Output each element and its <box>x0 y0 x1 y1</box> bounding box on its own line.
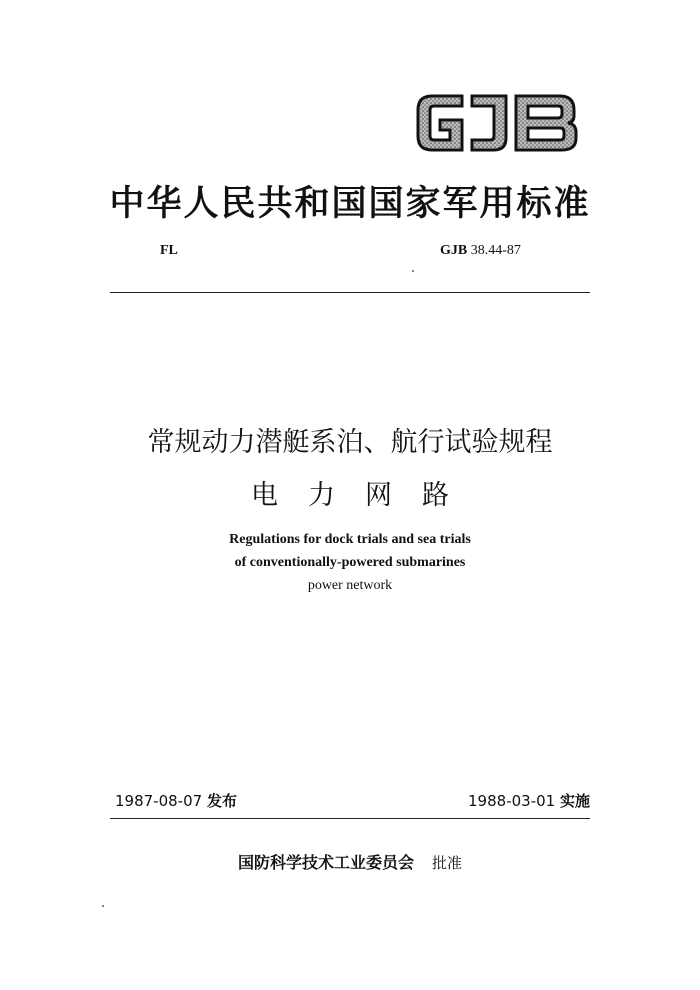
implementation-date-block <box>468 790 590 811</box>
implementation-date: 1988-03-01 <box>468 792 556 810</box>
implementation-label: 实施 <box>559 792 590 810</box>
approval-action: 批准 <box>432 854 463 872</box>
title-en-line-2: of conventionally-powered submarines <box>234 555 466 570</box>
title-en-line-1: Regulations for dock trials and sea trials <box>229 532 471 547</box>
classification-code: FL <box>160 243 178 258</box>
document-subtitle-zh: 电力网路 <box>251 480 479 511</box>
bottom-divider <box>110 818 590 819</box>
issue-date-block <box>115 790 237 811</box>
title-en-line-3: power network <box>307 578 393 593</box>
approving-authority: 国防科学技术工业委员会 <box>237 853 414 872</box>
document-title-zh: 常规动力潜艇系泊、航行试验规程 <box>147 427 553 458</box>
approval-line <box>100 850 600 873</box>
top-divider <box>110 292 590 293</box>
standard-series-title: 中华人民共和国国家军用标准 <box>109 184 591 224</box>
scan-speck <box>412 270 414 272</box>
scan-speck <box>102 905 104 907</box>
issue-label: 发布 <box>206 792 237 810</box>
issue-date: 1987-08-07 <box>115 792 203 810</box>
standard-code <box>440 243 521 259</box>
standard-code-prefix: GJB <box>440 243 468 258</box>
gjb-logo-icon <box>410 82 586 162</box>
document-title-en <box>100 528 600 597</box>
standard-code-number: 38.44-87 <box>470 243 521 258</box>
